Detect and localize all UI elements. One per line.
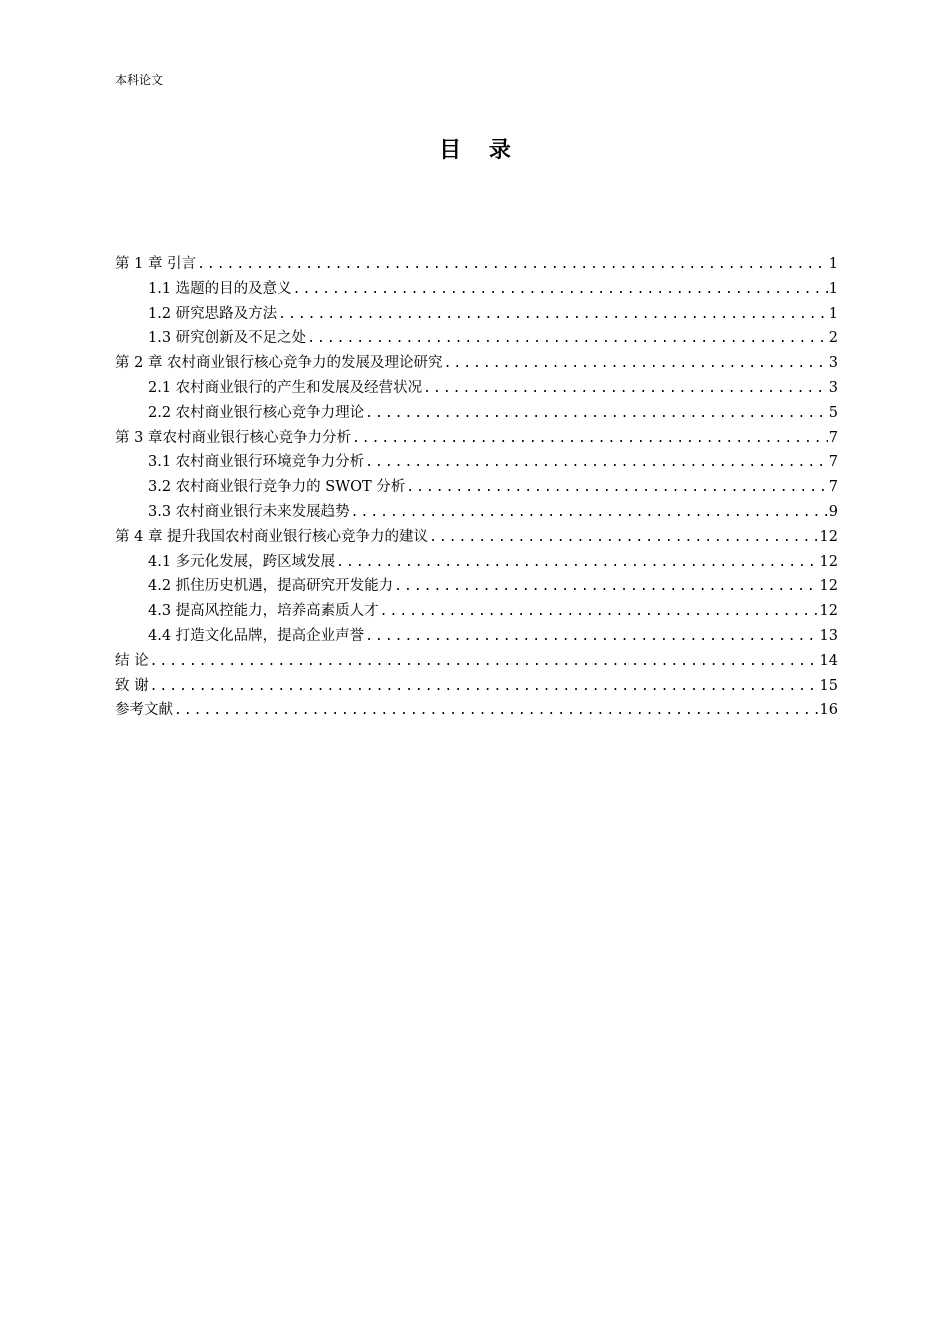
toc-leader-dots <box>365 451 828 475</box>
toc-entry[interactable] <box>115 351 838 376</box>
toc-entry-title: 2.1 农村商业银行的产生和发展及经营状况 <box>148 379 423 396</box>
toc-leader-dots <box>174 699 819 723</box>
toc-entry[interactable] <box>115 649 838 674</box>
toc-entry-title: 4.4 打造文化品牌，提高企业声誉 <box>148 627 365 644</box>
toc-entry-title: 3.3 农村商业银行未来发展趋势 <box>148 503 350 520</box>
toc-entry-page-number: 12 <box>819 603 838 620</box>
toc-entry-page-number: 15 <box>819 677 838 694</box>
toc-entry-title: 1.2 研究思路及方法 <box>148 305 278 322</box>
toc-leader-dots <box>197 253 828 277</box>
toc-entry-page-number: 3 <box>828 355 838 372</box>
toc-entry-title: 4.2 抓住历史机遇，提高研究开发能力 <box>148 578 394 595</box>
toc-entry-title: 3.2 农村商业银行竞争力的 SWOT 分析 <box>148 479 406 496</box>
page-title: 目 录 <box>439 138 521 163</box>
toc-entry[interactable] <box>115 500 838 525</box>
toc-entry-page-number: 7 <box>828 429 838 446</box>
toc-entry-page-number: 7 <box>828 479 838 496</box>
toc-entry-title: 第 2 章 农村商业银行核心竞争力的发展及理论研究 <box>115 355 443 372</box>
toc-leader-dots <box>336 551 818 575</box>
toc-entry-page-number: 2 <box>828 330 838 347</box>
toc-entry[interactable] <box>115 674 838 699</box>
toc-leader-dots <box>380 600 819 624</box>
toc-entry-page-number: 16 <box>819 702 838 719</box>
toc-entry-title: 3.1 农村商业银行环境竞争力分析 <box>148 454 365 471</box>
toc-leader-dots <box>365 402 828 426</box>
toc-entry-page-number: 1 <box>828 305 838 322</box>
toc-entry-page-number: 5 <box>828 404 838 421</box>
toc-entry-page-number: 14 <box>819 652 838 669</box>
toc-leader-dots <box>351 501 828 525</box>
toc-entry[interactable] <box>115 401 838 426</box>
toc-entry[interactable] <box>115 302 838 327</box>
toc-leader-dots <box>423 377 828 401</box>
toc-entry[interactable] <box>115 252 838 277</box>
toc-entry-page-number: 13 <box>819 627 838 644</box>
toc-entry-page-number: 7 <box>828 454 838 471</box>
toc-entry-title: 1.3 研究创新及不足之处 <box>148 330 307 347</box>
toc-entry-page-number: 12 <box>819 553 838 570</box>
toc-entry[interactable] <box>115 277 838 302</box>
toc-leader-dots <box>429 526 818 550</box>
toc-entry[interactable] <box>115 550 838 575</box>
toc-entry-title: 4.3 提高风控能力，培养高素质人才 <box>148 603 379 620</box>
toc-leader-dots <box>352 427 828 451</box>
toc-entry-page-number: 12 <box>819 528 838 545</box>
toc-leader-dots <box>444 352 828 376</box>
toc-entry-page-number: 1 <box>828 256 838 272</box>
toc-entry[interactable] <box>115 698 838 723</box>
toc-leader-dots <box>150 650 819 674</box>
toc-entry-title: 参考文献 <box>115 702 173 719</box>
toc-entry-title: 第 1 章 引言 <box>115 256 197 272</box>
toc-entry-title: 第 4 章 提升我国农村商业银行核心竞争力的建议 <box>115 528 429 545</box>
toc-entry[interactable] <box>115 574 838 599</box>
toc-entry-page-number: 1 <box>828 280 838 297</box>
toc-leader-dots <box>278 303 828 327</box>
toc-entry[interactable] <box>115 475 838 500</box>
toc-entry-title: 致 谢 <box>115 677 149 694</box>
toc-entry[interactable] <box>115 450 838 475</box>
toc-entry[interactable] <box>115 599 838 624</box>
toc-entry[interactable] <box>115 376 838 401</box>
toc-entry-page-number: 3 <box>828 379 838 396</box>
toc-entry-title: 结 论 <box>115 652 149 669</box>
toc-entry[interactable] <box>115 624 838 649</box>
page-header: 本科论文 <box>115 73 164 87</box>
toc-leader-dots <box>394 575 818 599</box>
toc-entry[interactable] <box>115 525 838 550</box>
toc-entry[interactable] <box>115 426 838 451</box>
toc-entry-title: 第 3 章农村商业银行核心竞争力分析 <box>115 429 351 446</box>
toc-leader-dots <box>365 625 818 649</box>
toc-entry-title: 1.1 选题的目的及意义 <box>148 280 292 297</box>
toc-entry-title: 2.2 农村商业银行核心竞争力理论 <box>148 404 365 421</box>
toc-entry[interactable] <box>115 326 838 351</box>
toc-entry-page-number: 12 <box>819 578 838 595</box>
toc-leader-dots <box>307 327 828 351</box>
table-of-contents <box>115 252 838 723</box>
toc-entry-title: 4.1 多元化发展，跨区域发展 <box>148 553 336 570</box>
toc-leader-dots <box>406 476 827 500</box>
toc-leader-dots <box>293 278 828 302</box>
toc-entry-page-number: 9 <box>828 503 838 520</box>
toc-leader-dots <box>150 675 819 699</box>
